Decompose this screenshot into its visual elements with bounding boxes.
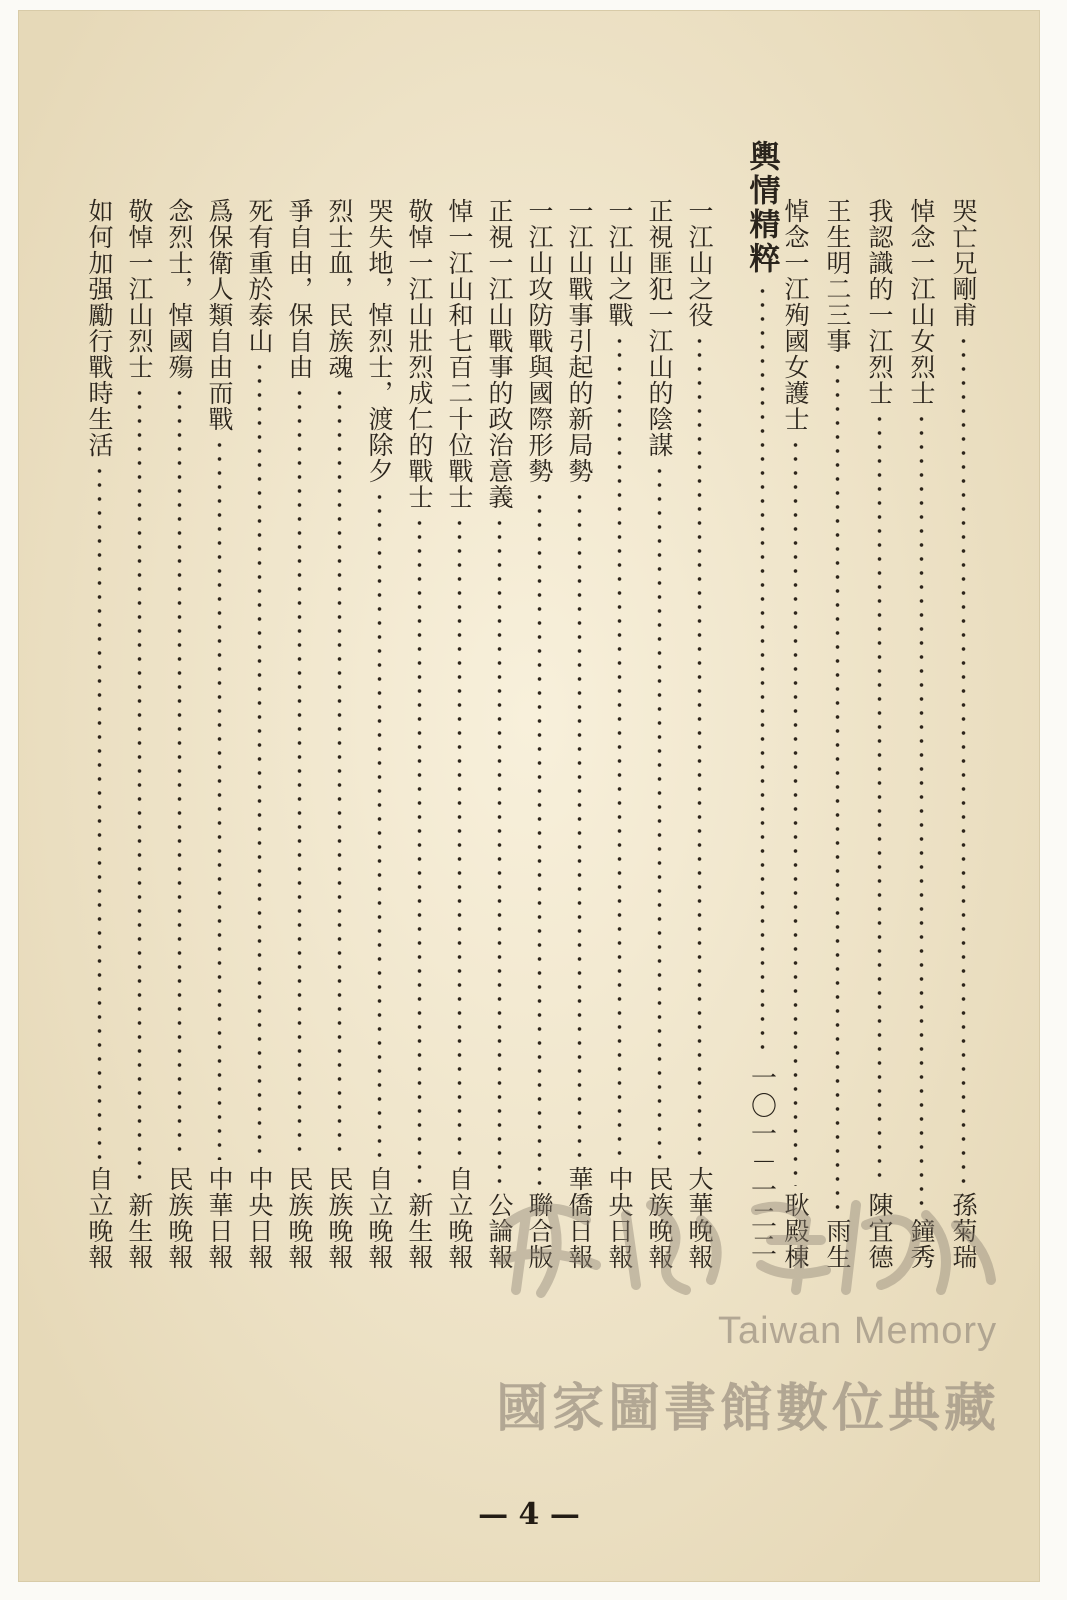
leader-dots xyxy=(497,516,502,1186)
entry-title: 爲保衛人類自由而戰 xyxy=(205,198,234,432)
leader-dots xyxy=(617,334,622,1160)
book-page xyxy=(18,10,1040,1582)
watermark-english: Taiwan Memory xyxy=(718,1310,998,1352)
toc-entry xyxy=(242,198,276,1270)
leader-dots xyxy=(697,334,702,1160)
entry-title: 一江山之戰 xyxy=(605,198,634,328)
toc-entry xyxy=(602,198,636,1270)
toc-entry xyxy=(682,198,716,1270)
leader-dots xyxy=(835,360,840,1212)
entry-source: 民族晚報 xyxy=(645,1166,674,1270)
leader-dots xyxy=(297,386,302,1160)
toc-entry xyxy=(162,198,196,1270)
entry-title: 正視匪犯一江山的陰謀 xyxy=(645,198,674,458)
leader-dots xyxy=(177,386,182,1160)
toc-entry xyxy=(282,198,316,1270)
leader-dots xyxy=(337,386,342,1160)
toc-entry xyxy=(820,198,854,1270)
entry-source: 自立晚報 xyxy=(445,1166,474,1270)
entry-source: 鐘秀 xyxy=(907,1218,936,1270)
toc-entry xyxy=(442,198,476,1270)
entry-title: 烈士血，民族魂 xyxy=(325,198,354,380)
toc-entry xyxy=(322,198,356,1270)
toc-entry xyxy=(778,198,812,1270)
toc-entry xyxy=(122,198,156,1270)
leader-dots xyxy=(537,490,542,1186)
entry-title: 敬悼一江山壯烈成仁的戰士 xyxy=(405,198,434,510)
entry-title: 悼念一江殉國女護士 xyxy=(781,198,810,432)
entry-title: 悼念一江山女烈士 xyxy=(907,198,936,406)
entry-source: 中華日報 xyxy=(205,1166,234,1270)
section-heading xyxy=(742,140,782,1260)
entry-title: 正視一江山戰事的政治意義 xyxy=(485,198,514,510)
entry-title: 死有重於泰山 xyxy=(245,198,274,354)
entry-source: 耿殿棟 xyxy=(781,1192,810,1270)
taiwan-memory-logo-icon xyxy=(486,1185,1006,1300)
leader-dots xyxy=(457,516,462,1160)
toc-entry xyxy=(862,198,896,1270)
toc-entry xyxy=(482,198,516,1270)
leader-dots xyxy=(137,386,142,1186)
leader-dots xyxy=(577,490,582,1160)
entry-source: 自立晚報 xyxy=(365,1166,394,1270)
entry-source: 華僑日報 xyxy=(565,1166,594,1270)
entry-source: 自立晚報 xyxy=(85,1166,114,1270)
entry-title: 爭自由，保自由 xyxy=(285,198,314,380)
entry-title: 哭亡兄剛甫 xyxy=(949,198,978,328)
leader-dots xyxy=(760,284,765,1056)
entry-source: 中央日報 xyxy=(605,1166,634,1270)
leader-dots xyxy=(97,464,102,1160)
leader-dots xyxy=(377,490,382,1160)
leader-dots xyxy=(919,412,924,1212)
toc-entry xyxy=(946,198,980,1270)
entry-source: 中央日報 xyxy=(245,1166,274,1270)
entry-source: 孫菊瑞 xyxy=(949,1192,978,1270)
page-number: — 4 — xyxy=(478,1497,580,1532)
leader-dots xyxy=(657,464,662,1160)
entry-title: 如何加强勵行戰時生活 xyxy=(85,198,114,458)
toc-entry xyxy=(362,198,396,1270)
entry-title: 哭失地，悼烈士，渡除夕 xyxy=(365,198,394,484)
leader-dots xyxy=(257,360,262,1160)
entry-source: 聯合版 xyxy=(525,1192,554,1270)
entry-source: 新生報 xyxy=(405,1192,434,1270)
entry-source: 雨生 xyxy=(823,1218,852,1270)
entry-title: 我認識的一江烈士 xyxy=(865,198,894,406)
entry-source: 公論報 xyxy=(485,1192,514,1270)
entry-title: 一江山戰事引起的新局勢 xyxy=(565,198,594,484)
leader-dots xyxy=(217,438,222,1160)
entry-source: 陳宜德 xyxy=(865,1192,894,1270)
entry-title: 王生明二三事 xyxy=(823,198,852,354)
entry-source: 民族晚報 xyxy=(325,1166,354,1270)
section-page-range: 一〇一－一二二 xyxy=(746,1064,777,1260)
section-title: 輿情精粹 xyxy=(743,140,780,276)
entry-title: 念烈士，悼國殤 xyxy=(165,198,194,380)
entry-title: 敬悼一江山烈士 xyxy=(125,198,154,380)
entry-source: 新生報 xyxy=(125,1192,154,1270)
toc-entry xyxy=(82,198,116,1270)
entry-source: 大華晚報 xyxy=(685,1166,714,1270)
toc-entry xyxy=(904,198,938,1270)
entry-title: 一江山之役 xyxy=(685,198,714,328)
entry-title: 悼一江山和七百二十位戰士 xyxy=(445,198,474,510)
entry-source: 民族晚報 xyxy=(165,1166,194,1270)
leader-dots xyxy=(417,516,422,1186)
toc-entry xyxy=(562,198,596,1270)
toc-entry xyxy=(522,198,556,1270)
entry-title: 一江山攻防戰與國際形勢 xyxy=(525,198,554,484)
watermark-chinese: 國家圖書館數位典藏 xyxy=(496,1379,1001,1439)
toc-entry xyxy=(402,198,436,1270)
leader-dots xyxy=(877,412,882,1186)
toc-entry xyxy=(642,198,676,1270)
entry-source: 民族晚報 xyxy=(285,1166,314,1270)
leader-dots xyxy=(961,334,966,1186)
toc-entry xyxy=(202,198,236,1270)
leader-dots xyxy=(793,438,798,1186)
